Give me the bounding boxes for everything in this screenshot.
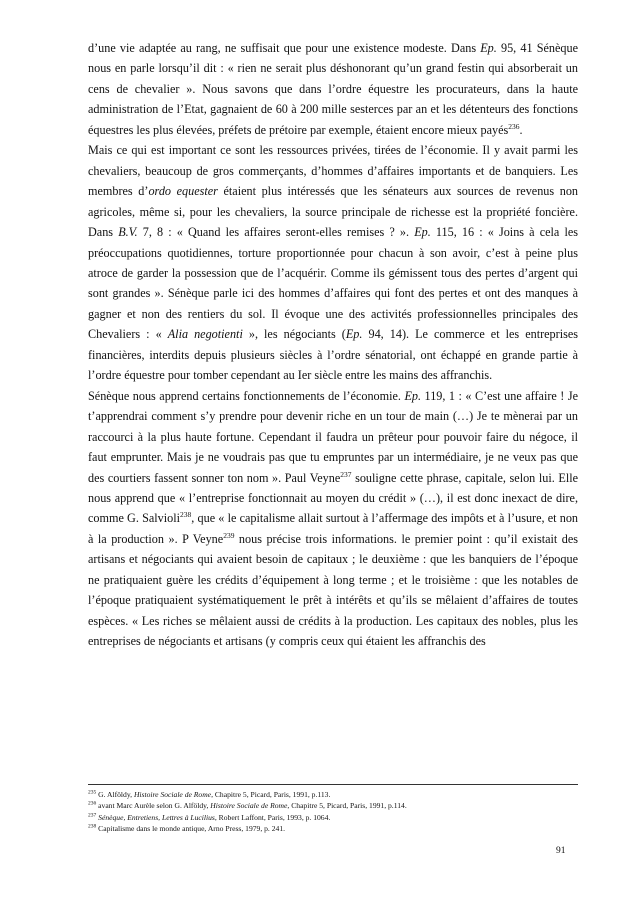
italic-text: Ep. [345, 327, 363, 342]
footnote-separator [88, 784, 578, 785]
text-run: , Chapitre 5, Picard, Paris, 1991, p.114. [287, 801, 407, 811]
footnote-ref: 237 [340, 469, 352, 479]
text-run: , Chapitre 5, Picard, Paris, 1991, p.113. [211, 790, 331, 799]
paragraph [88, 140, 578, 385]
text-run: Sénèque nous apprend certains fonctionnements de l’économie. [88, 388, 405, 403]
body-text [88, 38, 578, 652]
italic-text: Ep. [404, 388, 422, 403]
text-run: 119, 1 : « C’est une affaire ! Je t’apprendrai comment s’y prendre pour devenir riche en un tour de main (…) Je te mènerai par un raccourci à la plus haute fortune. Cependant il faudra un prêteur pour pouvoir faire du négoce, il faut emprunter. Mais je ne voudrais pas que tu empruntes par un intermédiaire, je ne veux pas que des courtiers fassent sonner ton nom ». Paul Veyne [88, 388, 578, 485]
footnote-ref: 238 [180, 510, 192, 520]
footnotes [88, 789, 578, 835]
text-run: », les négociants ( [242, 327, 346, 342]
text-run: 115, 16 : « Joins à cela les préoccupations quotidiennes, torture proportionnée pour chacun à son avoir, c’est à peine plus atroce de garder la possession que de l’acquérir. Comme ils gémissent tous des pertes d’argent qui sont grandes ». Sénèque parle ici des hommes d’affaires qui font des pertes et ont des manques à gagner et non des rentiers du sol. Il évoque une des activités professionnelles principales des Chevaliers : « [88, 225, 578, 342]
text-run: , Robert Laffont, Paris, 1993, p. 1064. [214, 812, 331, 822]
paragraph [88, 386, 578, 652]
footnote [88, 812, 578, 823]
text-run: Capitalisme dans le monde antique, Arno Press, 1979, p. 241. [96, 824, 286, 834]
italic-text: ordo equester [148, 184, 218, 199]
footnote-ref: 236 [508, 121, 520, 131]
footnote-ref: 237 [88, 812, 97, 819]
italic-text: Alia negotienti [167, 327, 243, 342]
italic-text: Sénèque, Entretiens, Lettres à Lucilius [98, 812, 215, 822]
italic-text: Ep. [480, 41, 497, 55]
footnote [88, 823, 578, 834]
italic-text: Ep. [414, 225, 431, 240]
text-run: 95, 41 Sénèque nous en parle lorsqu’il dit : « rien ne serait plus déshonorant qu’un grand festin qui absorberait un cens de chevalier ». Nous savons que dans l’ordre équestre les procurateurs, dans la haute administration de l’Etat, gagnaient de 60 à 200 mille sesterces par an et les détenteurs des fonctions équestres les plus élevées, préfets de prétoire par exemple, étaient encore mieux payés [88, 41, 578, 137]
text-run: , que « le capitalisme allait surtout à l’affermage des impôts et à l’usure, et non à la production ». P Veyne [88, 511, 579, 546]
paragraph [88, 38, 578, 140]
page-number: 91 [556, 846, 566, 856]
italic-text: Histoire Sociale de Rome [133, 790, 212, 799]
footnote-ref: 238 [88, 823, 97, 830]
text-run: 94, 14). Le commerce et les entreprises financières, interdits depuis plusieurs siècles à l’ordre sénatorial, ont échappé en grande partie à l’ordre équestre pour tomber cependant au Ier siècle entre les mains des affranchis. [88, 327, 578, 383]
text-run: G. Alföldy, [96, 790, 134, 799]
footnote-ref: 236 [88, 800, 97, 807]
footnote-ref: 239 [223, 530, 235, 540]
text-run: souligne cette phrase, capitale, selon lui. Elle nous apprend que « l’entreprise fonctionnait au moyen du crédit » (…), il est donc inexact de dire, comme G. Salvioli [88, 470, 578, 526]
text-run: nous précise trois informations. le premier point : qu’il existait des artisans et négociants qui avaient besoin de capitaux ; le deuxième : que les banquiers de l’époque ne pratiquaient guère les crédits d’équipement à long terme ; et le troisième : que les notables de l’époque pratiquaient systématiquement le prêt à intérêts et qu’ils se mêlaient d’affaires de toutes espèces. « Les riches se mêlaient aussi de crédits à la production. Les capitaux des nobles, plus les entreprises de négociants et artisans (y compris ceux qui étaient les affranchis des [88, 531, 578, 649]
footnote-ref: 235 [88, 789, 97, 796]
text-run: . [519, 122, 523, 137]
text-run: avant Marc Aurèle selon G. Alföldy, [96, 801, 211, 811]
italic-text: Histoire Sociale de Rome [210, 801, 288, 811]
text-run: d’une vie adaptée au rang, ne suffisait que pour une existence modeste. Dans [88, 41, 481, 55]
text-run: Mais ce qui est important ce sont les ressources privées, tirées de l’économie. Il y avait parmi les chevaliers, beaucoup de gros commerçants, d’hommes d’affaires importants et de banquiers. Les membres d’ [88, 143, 578, 199]
text-run: étaient plus intéressés que les sénateurs aux sources de revenus non agricoles, même si, pour les chevaliers, la source principale de richesse est la propriété foncière. Dans [88, 184, 579, 240]
italic-text: B.V. [118, 225, 138, 240]
footnote [88, 789, 578, 800]
footnote [88, 800, 578, 811]
text-run: 7, 8 : « Quand les affaires seront-elles remises ? ». [137, 225, 415, 240]
